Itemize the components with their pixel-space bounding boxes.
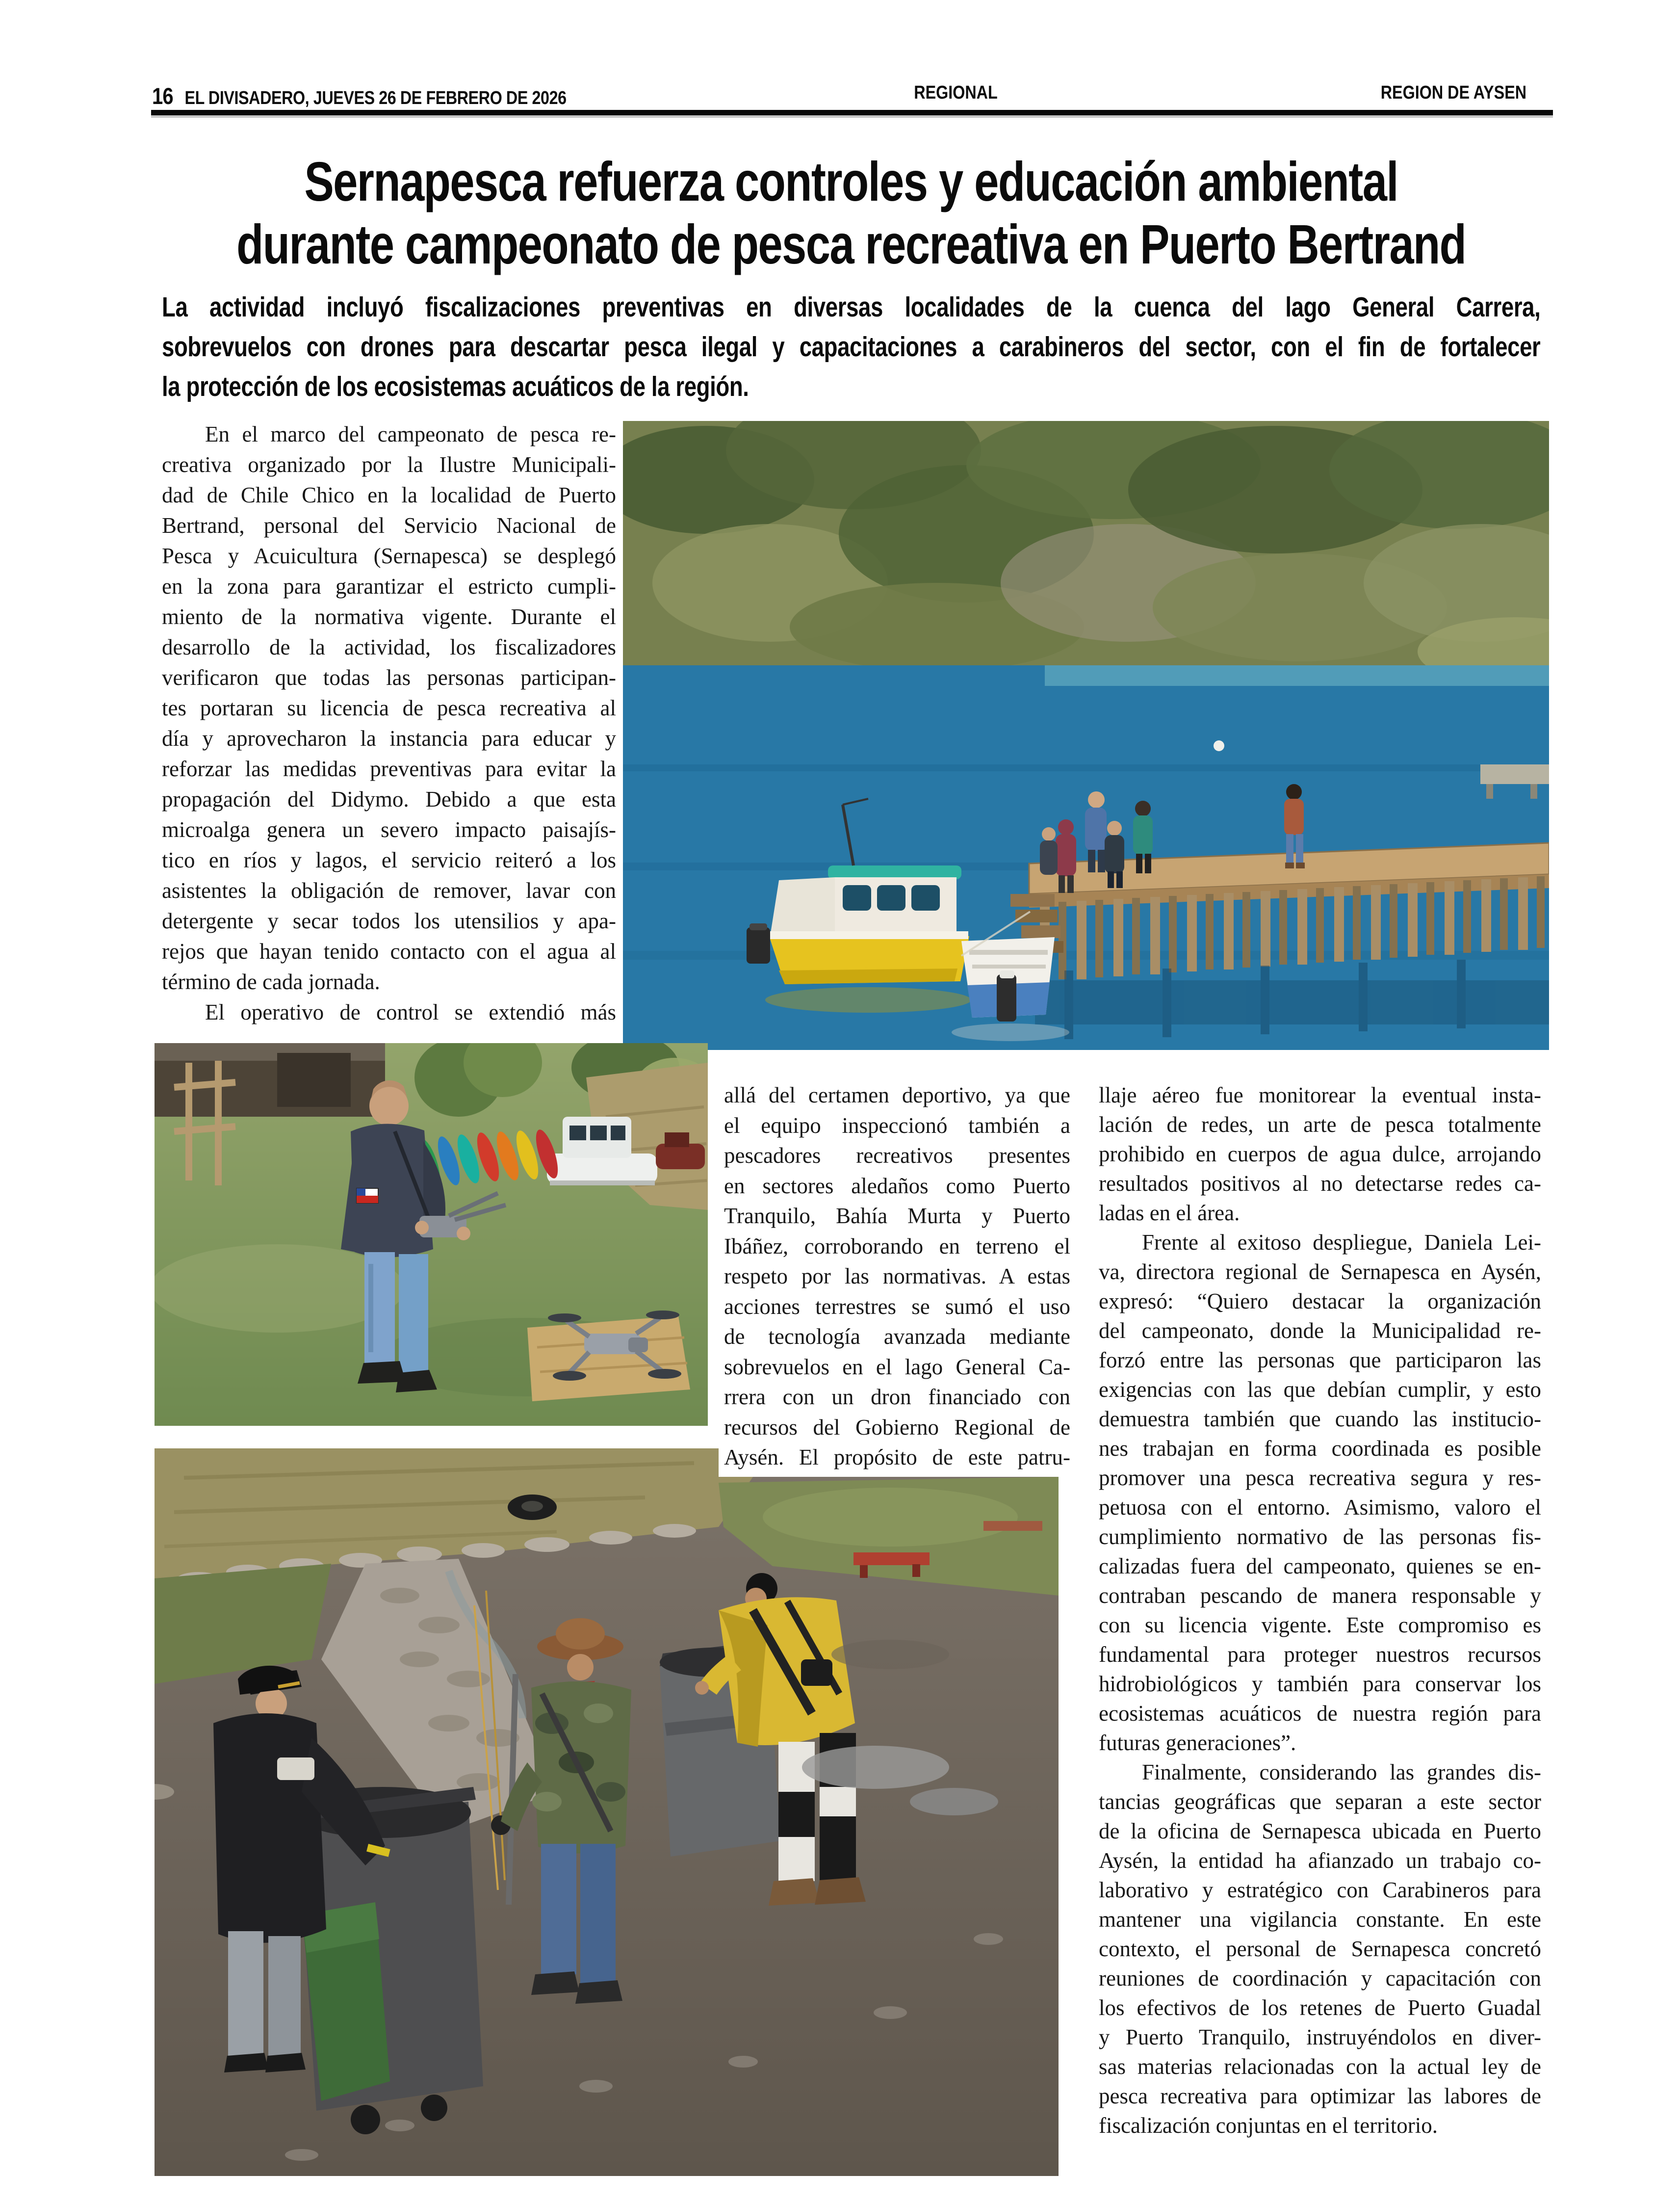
article-text-line: contraban pescando de manera responsable y xyxy=(1099,1583,1541,1608)
shore-shallows xyxy=(1045,665,1549,686)
bins-scene xyxy=(155,1448,1059,2176)
gray-jeans xyxy=(228,1931,263,2057)
article-text-line: El operativo de control se extendió más xyxy=(205,1000,616,1024)
subheadline-line: la protección de los ecosistemas acuáticos de la región. xyxy=(162,371,749,402)
chile-flag-patch xyxy=(357,1188,378,1203)
article-text-line: va, directora regional de Sernapesca en Aysén, xyxy=(1099,1259,1541,1284)
person-gray-jacket xyxy=(1040,827,1058,875)
masthead-date: EL DIVISADERO, JUEVES 26 DE FEBRERO DE 2026 xyxy=(184,88,567,108)
article-text-line: Bertrand, personal del Servicio Nacional de xyxy=(162,513,616,538)
article-text-line: microalga genera un severo impacto paisajís- xyxy=(162,817,616,842)
black-jacket xyxy=(213,1713,326,1943)
article-text-line: Ibáñez, corroborando en terreno el xyxy=(724,1233,1070,1258)
article-text-line: dad de Chile Chico en la localidad de Puerto xyxy=(162,483,616,507)
blue-jeans xyxy=(541,1844,576,1974)
white-tray xyxy=(277,1757,314,1780)
article-text-line: acciones terrestres se sumó el uso xyxy=(724,1294,1070,1319)
headline-line-1: Sernapesca refuerza controles y educación ambiental xyxy=(304,151,1398,212)
article-text-line: el equipo inspeccionó también a xyxy=(724,1113,1070,1138)
article-text-line: llaje aéreo fue monitorear la eventual insta- xyxy=(1099,1083,1541,1107)
outboard-motor xyxy=(747,923,770,964)
article-text-line: demuestra también que cuando las institucio- xyxy=(1099,1407,1541,1431)
article-text-line: miento de la normativa vigente. Durante el xyxy=(162,604,616,629)
article-column-2 xyxy=(724,1080,1070,1473)
article-text-line: ecosistemas acuáticos de nuestra región para xyxy=(1099,1701,1541,1726)
article-text-line: rejos que hayan tenido contacto con el agua al xyxy=(162,939,616,964)
article-text-line: sobrevuelos en el lago General Ca- xyxy=(724,1354,1070,1379)
article-text-line: rrera con un dron financiado con xyxy=(724,1385,1070,1409)
article-text-line: contexto, el personal de Sernapesca concretó xyxy=(1099,1937,1541,1961)
article-text-line: exigencias con las que debían cumplir, y esto xyxy=(1099,1377,1541,1402)
article-text-line: verificaron que todas las personas participan- xyxy=(162,665,616,690)
article-text-line: tancias geográficas que separan a este sector xyxy=(1099,1789,1541,1814)
article-text-line: día y aprovecharon la instancia para educar y xyxy=(162,726,616,751)
article-text-line: futuras generaciones”. xyxy=(1099,1730,1296,1755)
drone-scene xyxy=(155,1043,708,1426)
hiking-boot xyxy=(769,1878,820,1906)
article-text-line: resultados positivos al no detectarse redes ca- xyxy=(1099,1171,1541,1196)
article-column-3 xyxy=(1099,1080,1541,2140)
article-text-line: pescadores recreativos presentes xyxy=(724,1143,1070,1168)
article-text-line: en la zona para garantizar el estricto cumpli- xyxy=(162,574,616,599)
article-text-line: tes portaran su licencia de pesca recreativa al xyxy=(162,696,616,720)
article-text-line: Tranquilo, Bahía Murta y Puerto xyxy=(724,1204,1070,1228)
subheadline-line: sobrevuelos con drones para descartar pesca ilegal y capacitaciones a carabineros del sector, con el fin de fortalecer xyxy=(162,331,1541,363)
headline-line-2: durante campeonato de pesca recreativa en Puerto Bertrand xyxy=(236,213,1466,275)
article-text-line: en sectores aledaños como Puerto xyxy=(724,1173,1070,1198)
pouch xyxy=(801,1659,832,1686)
article-text-line: Aysén, la entidad ha afianzado un trabajo co- xyxy=(1099,1848,1541,1873)
article-text-line: recursos del Gobierno Regional de xyxy=(724,1415,1070,1440)
article-text-line: mantener una vigilancia constante. En este xyxy=(1099,1907,1541,1932)
article-text-line: cumplimiento normativo de las personas fis- xyxy=(1099,1524,1541,1549)
article-text-line: hidrobiológicos y también para conservar los xyxy=(1099,1672,1541,1696)
article-text-line: Frente al exitoso despliegue, Daniela Lei- xyxy=(1142,1230,1541,1255)
section-label: REGIONAL xyxy=(914,82,998,103)
article-text-line: Finalmente, considerando las grandes dis- xyxy=(1142,1760,1541,1784)
article-text-line: nes trabajan en forma coordinada es posible xyxy=(1099,1436,1541,1461)
article-text-line: expresó: “Quiero destacar la organización xyxy=(1099,1289,1541,1313)
lake-scene xyxy=(623,421,1549,1050)
article-text-line: lación de redes, un arte de pesca totalmente xyxy=(1099,1112,1541,1137)
article-text-line: fiscalización conjuntas en el territorio. xyxy=(1099,2113,1438,2138)
article-text-line: Aysén. El propósito de este patru- xyxy=(724,1445,1070,1469)
photo-drone-operator xyxy=(155,1043,708,1426)
article-text-line: reforzar las medidas preventivas para evitar la xyxy=(162,757,616,781)
article-text-line: Pesca y Acuicultura (Sernapesca) se desplegó xyxy=(162,544,616,568)
article-text-line: término de cada jornada. xyxy=(162,970,380,994)
article-text-line: allá del certamen deportivo, ya que xyxy=(724,1083,1070,1107)
waste-bin-large xyxy=(294,1787,483,2134)
puddle xyxy=(802,1746,949,1789)
buoy xyxy=(1214,740,1224,751)
article-text-line: forzó entre las personas que participaron las xyxy=(1099,1348,1541,1372)
header-rule xyxy=(151,110,1553,115)
article-text-line: propagación del Didymo. Debido a que esta xyxy=(162,787,616,812)
masthead xyxy=(152,82,567,114)
subheadline xyxy=(162,288,1540,407)
article-text-line: ladas en el área. xyxy=(1099,1201,1240,1225)
article-text-line: desarrollo de la actividad, los fiscalizadores xyxy=(162,635,616,659)
article-text-line: detergente y secar todos los utensilios y apa- xyxy=(162,909,616,933)
article-text-line: sas materias relacionadas con la actual ley de xyxy=(1099,2054,1541,2079)
article-text-line: respeto por las normativas. A estas xyxy=(724,1264,1070,1288)
article-column-1 xyxy=(162,419,616,1027)
page-number: 16 xyxy=(152,83,173,109)
article-text-line: fundamental para proteger nuestros recursos xyxy=(1099,1642,1541,1667)
article-text-line: prohibido en cuerpos de agua dulce, arrojando xyxy=(1099,1142,1541,1166)
headline xyxy=(152,150,1550,276)
article-text-line: los efectivos de los retenes de Puerto Guadal xyxy=(1099,1995,1541,2020)
photo-lake-pier-boats xyxy=(623,421,1549,1050)
article-text-line: del campeonato, donde la Municipalidad re- xyxy=(1099,1318,1541,1343)
article-text-line: asistentes la obligación de remover, lavar con xyxy=(162,878,616,903)
article-text-line: calizadas fuera del campeonato, quienes se en- xyxy=(1099,1554,1541,1578)
article-text-line: de la oficina de Sernapesca ubicada en Puerto xyxy=(1099,1819,1541,1843)
article-text-line: petuosa con el entorno. Asimismo, valoro el xyxy=(1099,1495,1541,1520)
article-text-line: promover una pesca recreativa segura y res- xyxy=(1099,1466,1541,1490)
boat-reflection xyxy=(765,987,971,1013)
subheadline-line: La actividad incluyó fiscalizaciones preventivas en diversas localidades de la cuenca del lago General Carrera, xyxy=(162,291,1541,323)
dinghy-motor xyxy=(997,970,1016,1022)
article-text-line: tico en ríos y lagos, el servicio reiteró a los xyxy=(162,848,616,872)
far-bench xyxy=(983,1521,1042,1531)
article-text-line: y Puerto Tranquilo, instruyéndolos en diver- xyxy=(1099,2025,1541,2049)
distant-dock xyxy=(1480,764,1549,784)
article-text-line: creativa organizado por la Ilustre Municipali- xyxy=(162,452,616,477)
article-text-line: pesca recreativa para optimizar las labores de xyxy=(1099,2084,1541,2108)
article-text-line: de tecnología avanzada mediante xyxy=(724,1324,1070,1349)
photo-waste-bins xyxy=(155,1448,1059,2176)
article-text-line: reuniones de coordinación y capacitación con xyxy=(1099,1966,1541,1991)
article-text-line: laborativo y estratégico con Carabineros para xyxy=(1099,1878,1541,1902)
article-text-line: con su licencia vigente. Este compromiso es xyxy=(1099,1613,1541,1637)
edition-label: REGION DE AYSEN xyxy=(1380,82,1527,103)
article-text-line: En el marco del campeonato de pesca re- xyxy=(205,422,616,446)
